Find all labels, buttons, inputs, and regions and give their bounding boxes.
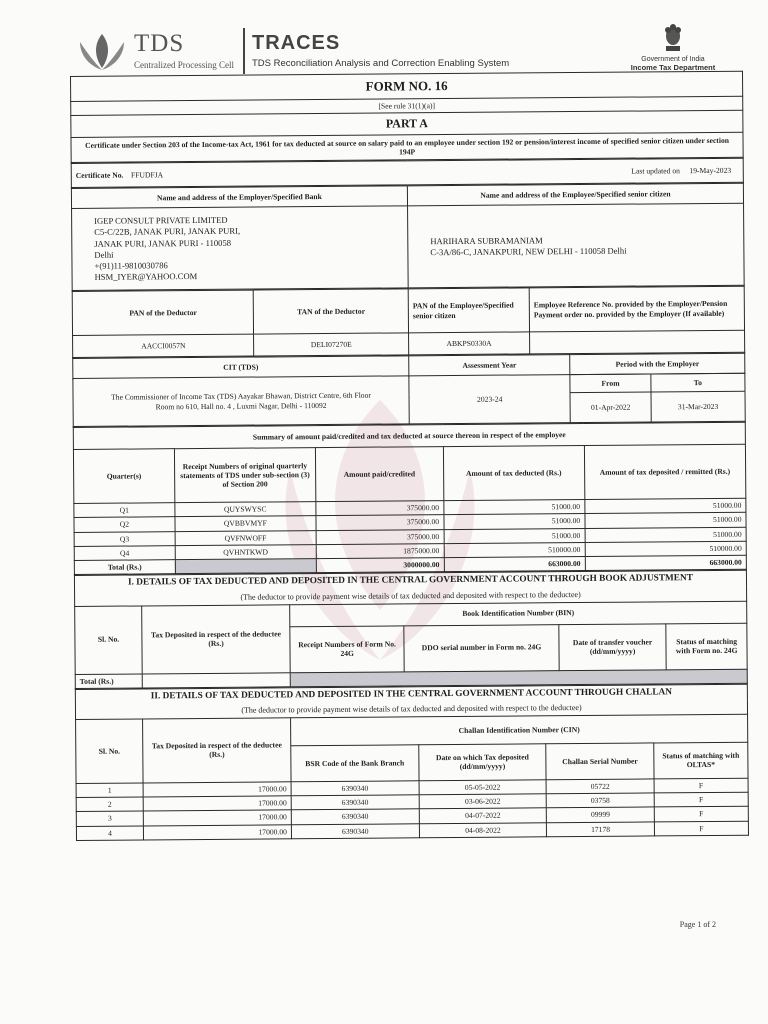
assessment-year-label: Assessment Year	[409, 355, 570, 376]
total-deducted: 663000.00	[444, 557, 585, 572]
tax-cell: 17000.00	[144, 824, 292, 839]
receipt-cell: QVHNTKWD	[175, 545, 316, 560]
book-col-tax: Tax Deposited in respect of the deductee (Rs.)	[142, 604, 290, 673]
quarter-cell: Q1	[74, 503, 175, 518]
book-adjustment-table	[74, 570, 748, 689]
receipt-cell: QUYSWYSC	[175, 502, 316, 517]
part-title: PART A	[71, 110, 743, 137]
employee-label: Name and address of the Employee/Specified senior citizen	[407, 183, 743, 206]
paid-cell: 375000.00	[316, 501, 444, 516]
pan-employee-value: ABKPS0330A	[409, 332, 530, 355]
cert-no-label: Certificate No.	[75, 170, 124, 181]
header-divider	[243, 28, 245, 74]
gov-line-2: Income Tax Department	[630, 63, 716, 72]
period-from-value: 01-Apr-2022	[570, 392, 651, 423]
employer-details	[72, 206, 409, 291]
summary-table	[73, 422, 747, 576]
employee-ref-label: Employee Reference No. provided by the Employer/Pension Payment order no. provided by the Employer (If available)	[529, 286, 744, 332]
col-tax-deducted: Amount of tax deducted (Rs.)	[443, 446, 585, 501]
page-number: Page 1 of 2	[679, 920, 716, 929]
total-deposited: 663000.00	[585, 555, 746, 571]
challan-col-bsr: BSR Code of the Bank Branch	[291, 745, 419, 782]
book-col-date: Date of transfer voucher (dd/mm/yyyy)	[559, 623, 667, 670]
bsr-cell: 6390340	[291, 795, 419, 810]
employer-city: Delhi	[94, 249, 114, 260]
employee-address: C-3A/86-C, JANAKPURI, NEW DELHI - 110058 Delhi	[430, 245, 627, 257]
book-col-sl: Sl. No.	[75, 606, 143, 675]
tan-deductor-label: TAN of the Deductor	[254, 289, 409, 334]
employer-email: HSM_IYER@YAHOO.COM	[94, 271, 198, 282]
serial-cell: 05722	[546, 779, 654, 794]
deposited-cell: 51000.00	[585, 513, 746, 529]
paid-cell: 1875000.00	[316, 544, 444, 559]
challan-col-sl: Sl. No.	[76, 719, 144, 784]
cit-label: CIT (TDS)	[73, 356, 409, 379]
sl-cell: 4	[76, 826, 143, 841]
pan-employee-label: PAN of the Employee/Specified senior citizen	[408, 288, 529, 333]
bsr-cell: 6390340	[291, 781, 419, 796]
col-tax-deposited: Amount of tax deposited / remitted (Rs.)	[584, 444, 746, 499]
cin-label: Challan Identification Number (CIN)	[291, 714, 748, 746]
status-cell: F	[654, 792, 748, 807]
paid-cell: 375000.00	[316, 515, 444, 530]
deposited-cell: 51000.00	[585, 527, 746, 543]
book-total-label: Total (Rs.)	[75, 674, 142, 689]
form-16-table	[70, 71, 749, 841]
challan-col-status: Status of matching with OLTAS*	[654, 742, 748, 779]
challan-col-date: Date on which Tax deposited (dd/mm/yyyy)	[418, 744, 546, 781]
sl-cell: 1	[76, 783, 143, 798]
deducted-cell: 51000.00	[443, 500, 584, 515]
government-emblem	[618, 22, 728, 78]
tds-leaf-icon	[74, 30, 130, 72]
title-block	[70, 71, 744, 164]
status-cell: F	[654, 807, 748, 822]
total-shaded-cell	[175, 559, 316, 574]
employer-label: Name and address of the Employer/Specified Bank	[71, 186, 407, 209]
deducted-cell: 510000.00	[444, 542, 585, 557]
period-to-value: 31-Mar-2023	[651, 391, 745, 422]
challan-col-tax: Tax Deposited in respect of the deductee (Rs.)	[143, 718, 291, 783]
gov-line-1: Government of India	[641, 56, 705, 63]
deposited-cell: 51000.00	[585, 498, 746, 514]
parties-table	[71, 183, 745, 291]
employee-name: HARIHARA SUBRAMANIAM	[430, 234, 543, 246]
traces-title: TRACES	[252, 32, 341, 54]
receipt-cell: QVFNWOFF	[175, 530, 316, 545]
tds-subtitle: Centralized Processing Cell	[134, 60, 234, 70]
to-label: To	[651, 373, 745, 392]
serial-cell: 17178	[547, 822, 655, 837]
date-cell: 04-08-2022	[419, 822, 547, 837]
tax-cell: 17000.00	[143, 796, 291, 811]
col-quarter: Quarter(s)	[73, 449, 174, 504]
book-col-status: Status of matching with Form no. 24G	[666, 623, 747, 670]
form-title: FORM NO. 16	[71, 71, 743, 101]
date-cell: 03-06-2022	[419, 794, 547, 809]
challan-col-serial: Challan Serial Number	[546, 743, 654, 780]
serial-cell: 03758	[547, 793, 655, 808]
paid-cell: 375000.00	[316, 529, 444, 544]
col-amount-paid: Amount paid/credited	[315, 447, 443, 502]
rule-reference: [See rule 31(1)(a)]	[71, 96, 743, 116]
bsr-cell: 6390340	[291, 809, 419, 824]
quarter-cell: Q4	[74, 546, 175, 561]
cit-table	[72, 353, 746, 427]
date-cell: 05-05-2022	[419, 780, 547, 795]
deposited-cell: 510000.00	[585, 541, 746, 557]
quarter-cell: Q2	[74, 517, 175, 532]
cert-no-value: FFUDFJA	[130, 170, 164, 180]
status-cell: F	[654, 778, 748, 793]
challan-heading: II. DETAILS OF TAX DEDUCTED AND DEPOSITED IN THE CENTRAL GOVERNMENT ACCOUNT THROUGH CHALLAN	[75, 684, 747, 705]
from-label: From	[570, 374, 651, 393]
tds-logo	[72, 28, 242, 74]
sl-cell: 3	[76, 811, 143, 826]
employer-phone: +(91)11-9810030786	[94, 260, 168, 271]
summary-heading: Summary of amount paid/credited and tax deducted at source thereon in respect of the employee	[73, 422, 745, 449]
last-updated-label: Last updated on	[631, 166, 680, 176]
cit-address: The Commissioner of Income Tax (TDS) Aayakar Bhawan, District Centre, 6th Floor Room no 610, Hall no. 4 , Luxmi Nagar, Delhi - 110092	[73, 376, 409, 427]
period-label: Period with the Employer	[570, 353, 745, 374]
quarter-cell: Q3	[74, 531, 175, 546]
bin-label: Book Identification Number (BIN)	[290, 601, 747, 627]
emblem-icon	[662, 22, 684, 54]
serial-cell: 09999	[547, 807, 655, 822]
pan-deductor-value: AACCI0057N	[73, 334, 255, 357]
challan-table	[75, 684, 749, 841]
status-cell: F	[654, 821, 748, 836]
date-cell: 04-07-2022	[419, 808, 547, 823]
employer-address-1: C5-C/22B, JANAK PURI, JANAK PURI,	[94, 226, 241, 238]
sl-cell: 2	[76, 797, 143, 812]
employee-details	[408, 203, 745, 288]
book-note: (The deductor to provide payment wise details of tax deducted and deposited with respect to the deductee)	[75, 587, 747, 607]
book-col-receipt: Receipt Numbers of Form No. 24G	[290, 625, 405, 672]
deducted-cell: 51000.00	[444, 514, 585, 529]
tan-deductor-value: DELI07270E	[254, 333, 409, 356]
tax-cell: 17000.00	[143, 782, 291, 797]
receipt-cell: QVBBVMYF	[175, 516, 316, 531]
last-updated-value: 19-May-2023	[689, 165, 732, 176]
identifiers-table	[72, 286, 746, 358]
pan-deductor-label: PAN of the Deductor	[72, 290, 254, 335]
col-receipt: Receipt Numbers of original quarterly statements of TDS under sub-section (3) of Section 200	[174, 448, 316, 503]
book-heading: I. DETAILS OF TAX DEDUCTED AND DEPOSITED IN THE CENTRAL GOVERNMENT ACCOUNT THROUGH BOOK ADJUSTMENT	[74, 571, 746, 592]
assessment-year-value: 2023-24	[409, 375, 571, 424]
tax-cell: 17000.00	[143, 810, 291, 825]
employee-ref-value	[529, 330, 744, 354]
bsr-cell: 6390340	[291, 823, 419, 838]
traces-subtitle: TDS Reconciliation Analysis and Correction Enabling System	[252, 58, 510, 69]
certificate-text: Certificate under Section 203 of the Income-tax Act, 1961 for tax deducted at source on salary paid to an employee under section 192 or pension/interest income of specified senior citizen under section 194P	[71, 132, 743, 163]
book-total-value	[142, 672, 290, 687]
employer-name: IGEP CONSULT PRIVATE LIMITED	[94, 214, 228, 227]
total-label: Total (Rs.)	[74, 560, 175, 575]
challan-note: (The deductor to provide payment wise details of tax deducted and deposited with respect to the deductee)	[75, 700, 747, 720]
total-paid: 3000000.00	[316, 558, 444, 573]
employer-address-2: JANAK PURI, JANAK PURI - 110058	[94, 237, 232, 249]
tds-wordmark: TDS	[134, 30, 185, 57]
deducted-cell: 51000.00	[444, 528, 585, 543]
book-col-ddo: DDO serial number in Form no. 24G	[404, 624, 559, 671]
